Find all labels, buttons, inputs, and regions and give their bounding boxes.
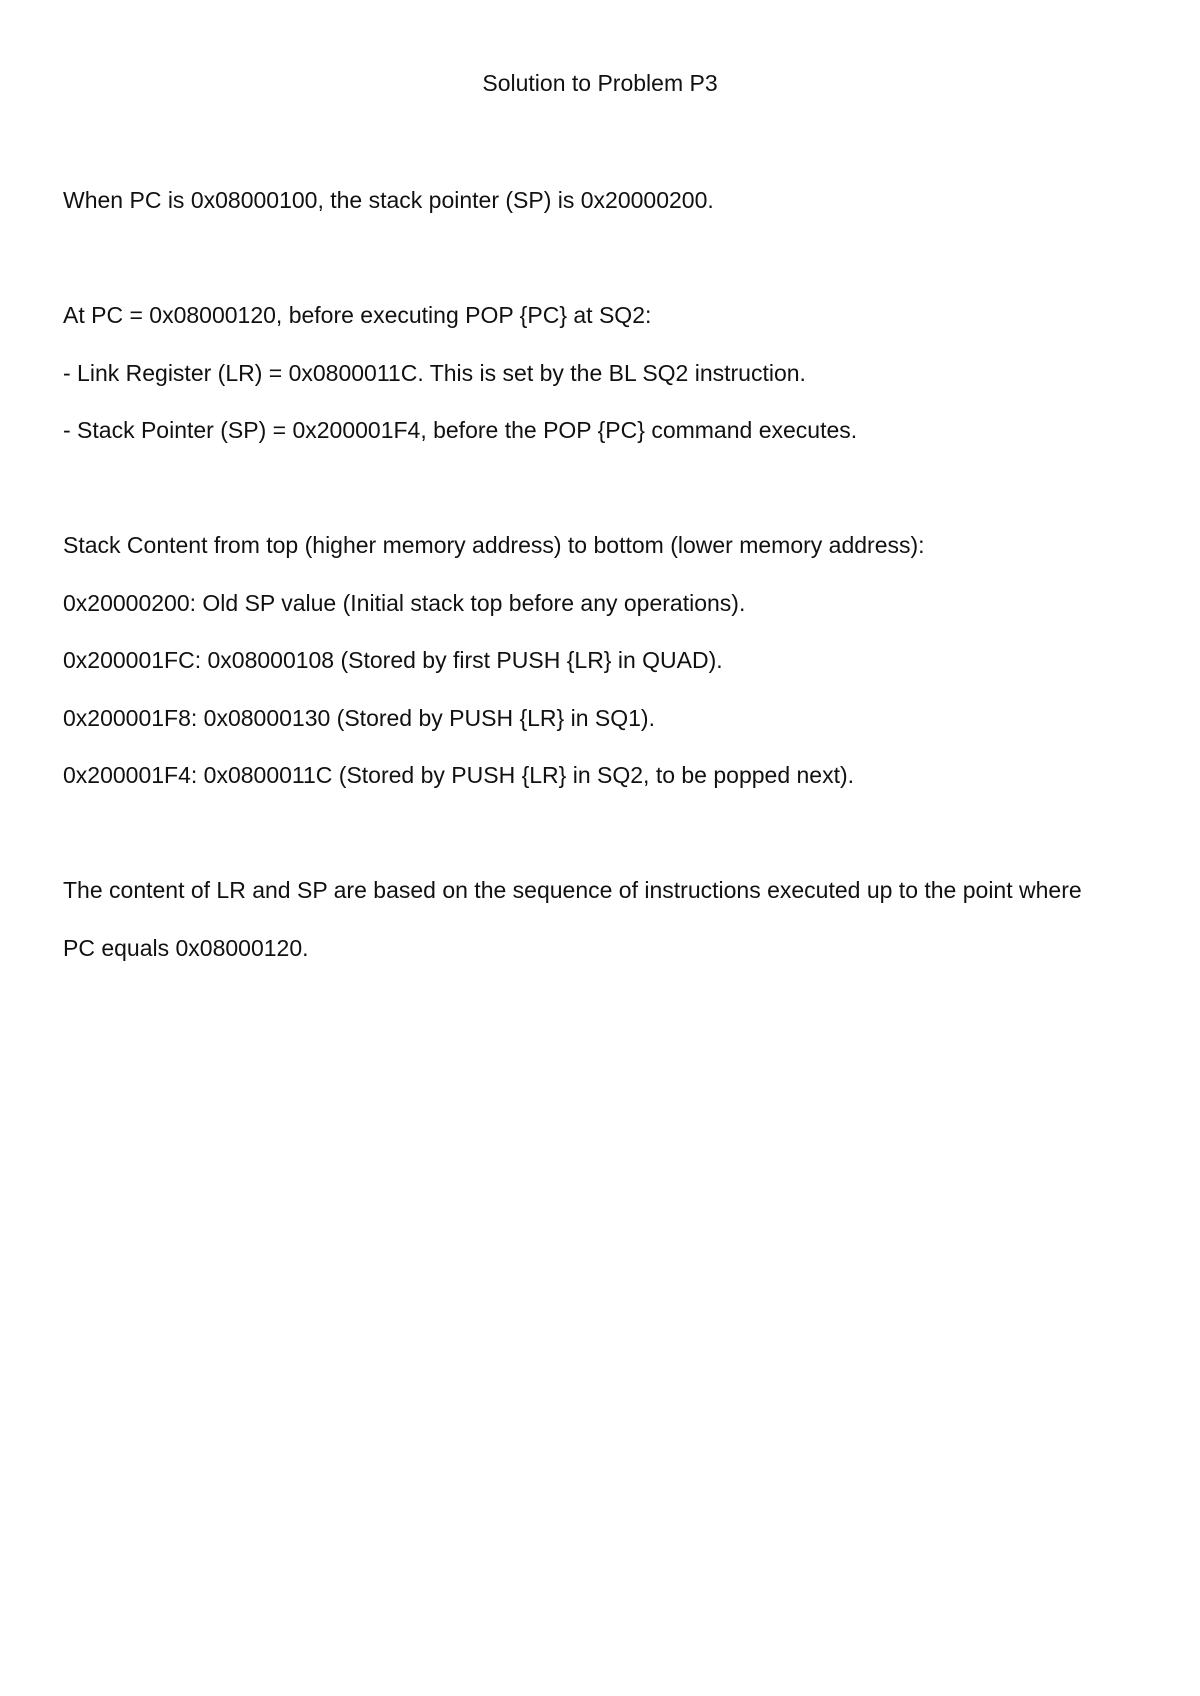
stack-item-3: 0x200001F8: 0x08000130 (Stored by PUSH {LR} in SQ1).	[63, 705, 655, 731]
conclusion-line-2: PC equals 0x08000120.	[63, 935, 309, 961]
state-item-sp: - Stack Pointer (SP) = 0x200001F4, before the POP {PC} command executes.	[63, 417, 858, 443]
intro-paragraph: When PC is 0x08000100, the stack pointer (SP) is 0x20000200.	[63, 187, 714, 213]
stack-heading: Stack Content from top (higher memory address) to bottom (lower memory address):	[63, 532, 925, 558]
state-heading: At PC = 0x08000120, before executing POP {PC} at SQ2:	[63, 302, 652, 328]
state-item-lr: - Link Register (LR) = 0x0800011C. This is set by the BL SQ2 instruction.	[63, 360, 806, 386]
stack-item-4: 0x200001F4: 0x0800011C (Stored by PUSH {LR} in SQ2, to be popped next).	[63, 762, 855, 788]
conclusion-line-1: The content of LR and SP are based on the sequence of instructions executed up to the point where	[63, 877, 1082, 903]
stack-item-2: 0x200001FC: 0x08000108 (Stored by first PUSH {LR} in QUAD).	[63, 647, 723, 673]
stack-item-1: 0x20000200: Old SP value (Initial stack top before any operations).	[63, 590, 746, 616]
document-title: Solution to Problem P3	[482, 70, 718, 96]
